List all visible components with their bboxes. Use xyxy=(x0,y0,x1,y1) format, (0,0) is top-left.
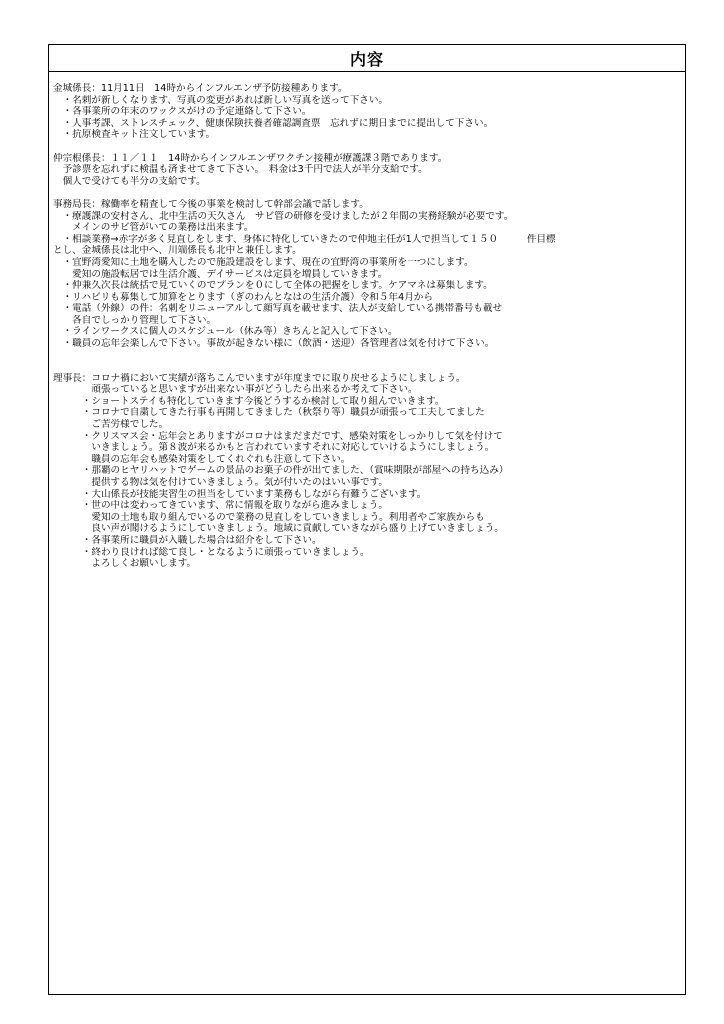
text-line: ・クリスマス会・忘年会とありますがコロナはまだまだです、感染対策をしっかりして気を付けて xyxy=(53,430,503,442)
text-line: いきましょう。第８波が来るかもと言われていますそれに対応していけるようにしましょう。 xyxy=(53,442,495,454)
text-line: ・各事業所に職員が入職した場合は紹介をして下さい。 xyxy=(53,534,322,546)
text-line: ・大山係長が技能実習生の担当をしています業務もしながら有難うございます。 xyxy=(53,488,427,500)
text-line: ・相談業務→赤字が多く見直しをします、身体に特化していきたので仲地主任が1人で担当して１５０ 件目標 xyxy=(53,233,556,245)
text-line: 頑張っていると思いますが出来ない事がどうしたら出来るか考えて下さい。 xyxy=(53,384,418,396)
document-frame xyxy=(48,44,686,995)
section xyxy=(53,199,685,350)
text-line: ・宜野湾愛知に土地を購入したので施設建設をします、現在の宜野湾の事業所を一つにします。 xyxy=(53,256,474,268)
text-line: 事務局長：稼働率を精査して今後の事業を検討して幹部会議で話します。 xyxy=(53,198,369,210)
text-line: ・職員の忘年会楽しんで下さい。事故が起きない様に（飲酒・送迎）各管理者は気を付けて下さい。 xyxy=(53,338,495,350)
text-line: ・人事考課、ストレスチェック、健康保険扶養者確認調査票 忘れずに期日までに提出して下さい。 xyxy=(53,117,494,129)
text-line: ・抗原検査キット注文しています。 xyxy=(53,129,216,141)
text-line: 提供する物は気を付けていきましょう。気が付いたのはいい事です。 xyxy=(53,477,389,488)
header-bar xyxy=(49,45,685,72)
section xyxy=(53,373,685,570)
text-line: 個人で受けても半分の支給です。 xyxy=(53,175,206,187)
text-line: 仲宗根係長：１１／１１ 14時からインフルエンザワクチン接種が療護課３階であります。 xyxy=(53,152,448,164)
text-line: 良い声が聞けるようにしていきましょう。地域に貢献していきながら盛り上げていきましょう。 xyxy=(53,523,504,535)
section xyxy=(53,83,685,141)
text-line: ・那覇のヒヤリハットでゲームの景品のお菓子の件が出てました、（賞味期限が部屋への持ち込み） xyxy=(53,465,509,477)
text-line: 愛知の土地も取り組んでいるので業務の見直しをしていきましょう。利用者やご家族からも xyxy=(53,511,485,523)
section-spacer xyxy=(53,141,685,153)
section xyxy=(53,153,685,188)
page-title: 内容 xyxy=(349,49,384,69)
text-line: メインのサビ管がいての業務は出来ます。 xyxy=(53,222,254,234)
text-line: ・終わり良ければ総て良し・となるように頑張っていきましょう。 xyxy=(53,546,370,558)
text-line: ・療護課の安村さん、北中生活の天久さん サビ管の研修を受けましたが２年間の実務経験が必要です。 xyxy=(53,210,514,222)
section-spacer xyxy=(53,350,685,373)
text-line: ・世の中は変わってきています、常に情報を取りながら進みましょう。 xyxy=(53,500,388,512)
text-line: ・ラインワークスに個人のスケジュール（休み等）きちんと記入して下さい。 xyxy=(53,326,398,338)
document-body xyxy=(49,72,685,570)
text-line: とし、金城係長は北中へ、川端係長も北中と兼任します。 xyxy=(53,245,302,257)
section-spacer xyxy=(53,187,685,199)
text-line: ご苦労様でした。 xyxy=(53,419,169,431)
text-line: ・各事業所の年末のワックスがけの予定連絡して下さい。 xyxy=(53,106,312,118)
text-line: よろしくお願いします。 xyxy=(53,558,197,570)
text-line: ・リハビリも募集して加算をとります（ぎのわんとなはの生活介護）令和５年4月から xyxy=(53,291,433,303)
text-line: ・仲兼久次長は統括で見ていくのでプランを０にして全体の把握をします。ケアマネは募集します。 xyxy=(53,280,493,292)
text-line: ・ショートステイも特化していきます今後どうするか検討して取り組んでいきます。 xyxy=(53,395,445,407)
text-line: 愛知の施設転居では生活介護、デイサービスは定員を増員していきます。 xyxy=(53,268,388,280)
text-line: 予診票を忘れずに検温も済ませてきて下さい。 料金は3千円で法人が半分支給です。 xyxy=(53,164,428,176)
text-line: 職員の忘年会も感染対策をしてくれぐれも注意して下さい。 xyxy=(53,453,351,465)
text-line: 金城係長：11月11日 14時からインフルエンザ予防接種あります。 xyxy=(53,83,348,94)
text-line: 各自でしっかり管理して下さい。 xyxy=(53,314,217,326)
text-line: ・電話（外線）の件：名刺をリニューアルして顔写真を載せます、法人が支給している携帯番号も載せ xyxy=(53,303,503,315)
text-line: ・コロナで自粛してきた行事も再開してきました（秋祭り等）職員が頑張って工夫してました xyxy=(53,407,485,419)
text-line: 理事長：コロナ禍において実績が落ちこんでいますが年度までに取り戻せるようにしましょう。 xyxy=(53,372,466,384)
text-line: ・名刺が新しくなります、写真の変更があれば新しい写真を送って下さい。 xyxy=(53,94,389,106)
